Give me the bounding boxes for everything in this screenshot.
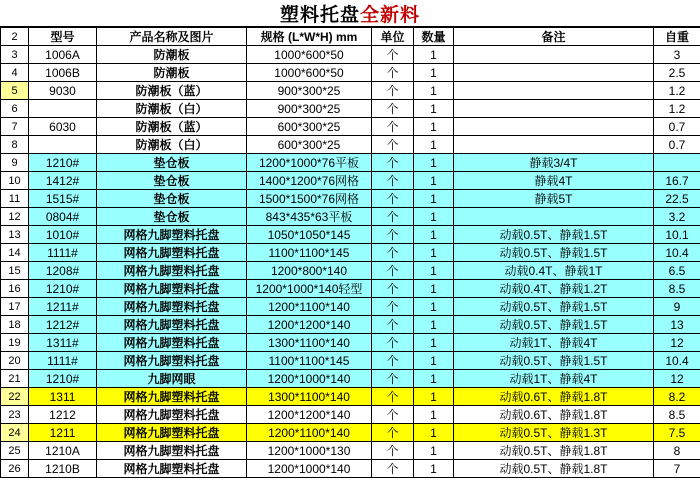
cell-weight[interactable]: 12 [654, 334, 700, 352]
row-index: 8 [1, 136, 29, 154]
cell-weight[interactable]: 自重 [654, 28, 700, 46]
cell-product-name[interactable]: 防潮板 [97, 64, 247, 82]
cell-note[interactable]: 备注 [454, 28, 654, 46]
cell-weight[interactable]: 2.5 [654, 64, 700, 82]
cell-unit[interactable]: 个 [372, 406, 414, 424]
row-index: 15 [1, 262, 29, 280]
cell-qty[interactable]: 1 [414, 208, 454, 226]
cell-product-name[interactable]: 防潮板（蓝） [97, 118, 247, 136]
cell-spec[interactable]: 1100*1100*145 [247, 352, 372, 370]
cell-note[interactable]: 动载0.5T、静载1.5T [454, 298, 654, 316]
cell-unit[interactable]: 个 [372, 316, 414, 334]
table-row[interactable] [1, 262, 700, 280]
cell-product-name[interactable]: 网格九脚塑料托盘 [97, 388, 247, 406]
table-row[interactable] [1, 370, 700, 388]
cell-product-name[interactable]: 网格九脚塑料托盘 [97, 352, 247, 370]
title-main-text: 塑料托盘 [280, 0, 360, 27]
cell-qty[interactable]: 1 [414, 424, 454, 442]
cell-model[interactable] [29, 136, 97, 154]
cell-qty[interactable]: 1 [414, 460, 454, 478]
cell-spec[interactable]: 规格 (L*W*H) mm [247, 28, 372, 46]
row-index: 14 [1, 244, 29, 262]
cell-qty[interactable]: 1 [414, 226, 454, 244]
table-row[interactable] [1, 424, 700, 442]
cell-product-name[interactable]: 网格九脚塑料托盘 [97, 334, 247, 352]
row-index: 4 [1, 64, 29, 82]
table-row[interactable] [1, 244, 700, 262]
cell-weight[interactable]: 7.5 [654, 424, 700, 442]
product-table [0, 27, 700, 478]
cell-unit[interactable]: 个 [372, 262, 414, 280]
cell-note[interactable] [454, 64, 654, 82]
cell-spec[interactable]: 1200*800*140 [247, 262, 372, 280]
cell-unit[interactable]: 个 [372, 226, 414, 244]
cell-unit[interactable]: 个 [372, 190, 414, 208]
cell-note[interactable]: 动载0.4T、静载1.2T [454, 280, 654, 298]
cell-unit[interactable]: 单位 [372, 28, 414, 46]
cell-model[interactable]: 6030 [29, 118, 97, 136]
cell-note[interactable] [454, 136, 654, 154]
cell-note[interactable]: 动载0.5T、静载1.5T [454, 226, 654, 244]
cell-spec[interactable]: 1200*1100*140 [247, 424, 372, 442]
cell-spec[interactable]: 1050*1050*145 [247, 226, 372, 244]
cell-product-name[interactable]: 垫仓板 [97, 208, 247, 226]
table-row[interactable] [1, 82, 700, 100]
cell-qty[interactable]: 1 [414, 172, 454, 190]
cell-qty[interactable]: 1 [414, 262, 454, 280]
cell-model[interactable]: 1311# [29, 334, 97, 352]
cell-product-name[interactable]: 网格九脚塑料托盘 [97, 262, 247, 280]
cell-product-name[interactable]: 网格九脚塑料托盘 [97, 460, 247, 478]
cell-unit[interactable]: 个 [372, 370, 414, 388]
cell-weight[interactable]: 8.2 [654, 388, 700, 406]
cell-unit[interactable]: 个 [372, 118, 414, 136]
cell-note[interactable] [454, 100, 654, 118]
table-body [1, 28, 700, 478]
cell-weight[interactable]: 12 [654, 370, 700, 388]
row-index: 26 [1, 460, 29, 478]
row-index: 20 [1, 352, 29, 370]
table-row[interactable] [1, 226, 700, 244]
cell-weight[interactable]: 0.7 [654, 118, 700, 136]
cell-spec[interactable]: 1300*1100*140 [247, 334, 372, 352]
cell-note[interactable]: 动载0.4T、静载1T [454, 262, 654, 280]
cell-qty[interactable]: 1 [414, 244, 454, 262]
row-index: 25 [1, 442, 29, 460]
cell-spec[interactable]: 1000*600*50 [247, 64, 372, 82]
cell-qty[interactable]: 1 [414, 298, 454, 316]
table-row[interactable] [1, 280, 700, 298]
cell-spec[interactable]: 1200*1000*140轻型 [247, 280, 372, 298]
cell-note[interactable]: 动载0.5T、静载1.5T [454, 316, 654, 334]
cell-qty[interactable]: 1 [414, 442, 454, 460]
cell-weight[interactable]: 10.1 [654, 226, 700, 244]
cell-spec[interactable]: 1000*600*50 [247, 46, 372, 64]
row-index: 22 [1, 388, 29, 406]
cell-weight[interactable]: 10.4 [654, 244, 700, 262]
table-row[interactable] [1, 190, 700, 208]
table-row[interactable] [1, 208, 700, 226]
table-row[interactable] [1, 388, 700, 406]
cell-unit[interactable]: 个 [372, 442, 414, 460]
cell-unit[interactable]: 个 [372, 424, 414, 442]
row-index: 2 [1, 28, 29, 46]
table-row[interactable] [1, 172, 700, 190]
row-index: 19 [1, 334, 29, 352]
row-index: 7 [1, 118, 29, 136]
cell-weight[interactable]: 3.2 [654, 208, 700, 226]
cell-product-name[interactable]: 网格九脚塑料托盘 [97, 226, 247, 244]
cell-spec[interactable]: 1200*1200*140 [247, 316, 372, 334]
cell-model[interactable]: 1210# [29, 370, 97, 388]
cell-spec[interactable]: 1200*1000*130 [247, 442, 372, 460]
cell-model[interactable]: 1211# [29, 298, 97, 316]
cell-qty[interactable]: 1 [414, 334, 454, 352]
cell-weight[interactable]: 8 [654, 442, 700, 460]
cell-product-name[interactable]: 防潮板 [97, 46, 247, 64]
cell-model[interactable]: 1111# [29, 352, 97, 370]
cell-unit[interactable]: 个 [372, 460, 414, 478]
table-row[interactable] [1, 442, 700, 460]
table-row[interactable] [1, 298, 700, 316]
cell-spec[interactable]: 1300*1100*140 [247, 388, 372, 406]
row-index: 9 [1, 154, 29, 172]
table-row[interactable] [1, 100, 700, 118]
cell-qty[interactable]: 1 [414, 136, 454, 154]
row-index: 6 [1, 100, 29, 118]
row-index: 23 [1, 406, 29, 424]
cell-weight[interactable]: 3 [654, 46, 700, 64]
cell-spec[interactable]: 843*435*63平板 [247, 208, 372, 226]
table-row[interactable] [1, 334, 700, 352]
cell-note[interactable] [454, 46, 654, 64]
cell-weight[interactable]: 10.4 [654, 352, 700, 370]
cell-note[interactable]: 静载3/4T [454, 154, 654, 172]
cell-qty[interactable]: 1 [414, 46, 454, 64]
cell-weight[interactable]: 0.7 [654, 136, 700, 154]
cell-weight[interactable]: 13 [654, 316, 700, 334]
cell-spec[interactable]: 900*300*25 [247, 82, 372, 100]
cell-unit[interactable]: 个 [372, 244, 414, 262]
cell-unit[interactable]: 个 [372, 298, 414, 316]
cell-unit[interactable]: 个 [372, 82, 414, 100]
cell-unit[interactable]: 个 [372, 172, 414, 190]
cell-unit[interactable]: 个 [372, 136, 414, 154]
row-index: 21 [1, 370, 29, 388]
cell-spec[interactable]: 600*300*25 [247, 136, 372, 154]
row-index: 5 [1, 82, 29, 100]
cell-model[interactable]: 1212 [29, 406, 97, 424]
cell-product-name[interactable]: 网格九脚塑料托盘 [97, 316, 247, 334]
cell-product-name[interactable]: 九脚网眼 [97, 370, 247, 388]
cell-product-name[interactable]: 防潮板（白） [97, 100, 247, 118]
cell-note[interactable]: 静载4T [454, 172, 654, 190]
cell-spec[interactable]: 1100*1100*145 [247, 244, 372, 262]
cell-qty[interactable]: 1 [414, 82, 454, 100]
row-index: 12 [1, 208, 29, 226]
cell-note[interactable]: 动载1T、静载4T [454, 370, 654, 388]
table-row[interactable] [1, 118, 700, 136]
cell-model[interactable]: 1412# [29, 172, 97, 190]
cell-model[interactable]: 1210A [29, 442, 97, 460]
cell-qty[interactable]: 1 [414, 64, 454, 82]
cell-unit[interactable]: 个 [372, 208, 414, 226]
table-row[interactable] [1, 352, 700, 370]
cell-spec[interactable]: 1200*1000*140 [247, 370, 372, 388]
cell-note[interactable]: 动载0.6T、静载1.8T [454, 406, 654, 424]
cell-model[interactable]: 1211 [29, 424, 97, 442]
row-index: 24 [1, 424, 29, 442]
row-index: 11 [1, 190, 29, 208]
cell-qty[interactable]: 数量 [414, 28, 454, 46]
table-row[interactable] [1, 406, 700, 424]
cell-spec[interactable]: 1200*1100*140 [247, 298, 372, 316]
cell-note[interactable]: 动载1T、静载4T [454, 334, 654, 352]
row-index: 10 [1, 172, 29, 190]
cell-spec[interactable]: 1200*1000*76平板 [247, 154, 372, 172]
cell-product-name[interactable]: 网格九脚塑料托盘 [97, 244, 247, 262]
cell-note[interactable]: 动载0.5T、静载1.3T [454, 424, 654, 442]
cell-spec[interactable]: 1400*1200*76网格 [247, 172, 372, 190]
cell-product-name[interactable]: 垫仓板 [97, 190, 247, 208]
title-accent-text: 全新料 [360, 0, 420, 27]
cell-weight[interactable]: 6.5 [654, 262, 700, 280]
cell-weight[interactable]: 9 [654, 298, 700, 316]
table-row[interactable] [1, 154, 700, 172]
cell-model[interactable]: 型号 [29, 28, 97, 46]
cell-note[interactable]: 动载0.6T、静载1.8T [454, 388, 654, 406]
cell-product-name[interactable]: 网格九脚塑料托盘 [97, 442, 247, 460]
cell-qty[interactable]: 1 [414, 190, 454, 208]
row-index: 3 [1, 46, 29, 64]
cell-product-name[interactable]: 网格九脚塑料托盘 [97, 406, 247, 424]
cell-note[interactable]: 动载0.5T、静载1.8T [454, 442, 654, 460]
row-index: 13 [1, 226, 29, 244]
cell-unit[interactable]: 个 [372, 64, 414, 82]
cell-qty[interactable]: 1 [414, 118, 454, 136]
cell-model[interactable]: 1010# [29, 226, 97, 244]
cell-model[interactable]: 0804# [29, 208, 97, 226]
table-row[interactable] [1, 64, 700, 82]
row-index: 17 [1, 298, 29, 316]
cell-model[interactable]: 1006B [29, 64, 97, 82]
page-title [0, 0, 700, 27]
cell-product-name[interactable]: 网格九脚塑料托盘 [97, 424, 247, 442]
table-row[interactable] [1, 136, 700, 154]
cell-spec[interactable]: 600*300*25 [247, 118, 372, 136]
cell-product-name[interactable]: 垫仓板 [97, 154, 247, 172]
table-row[interactable] [1, 460, 700, 478]
cell-weight[interactable]: 8.5 [654, 406, 700, 424]
cell-unit[interactable]: 个 [372, 46, 414, 64]
cell-weight[interactable]: 1.2 [654, 82, 700, 100]
cell-unit[interactable]: 个 [372, 154, 414, 172]
cell-note[interactable]: 动载0.5T、静载1.5T [454, 244, 654, 262]
cell-qty[interactable]: 1 [414, 154, 454, 172]
cell-model[interactable]: 9030 [29, 82, 97, 100]
cell-qty[interactable]: 1 [414, 388, 454, 406]
cell-note[interactable] [454, 82, 654, 100]
cell-model[interactable]: 1210# [29, 280, 97, 298]
cell-model[interactable]: 1210# [29, 154, 97, 172]
table-row[interactable] [1, 46, 700, 64]
cell-note[interactable] [454, 118, 654, 136]
cell-product-name[interactable]: 防潮板（白） [97, 136, 247, 154]
cell-model[interactable] [29, 100, 97, 118]
cell-weight[interactable]: 7 [654, 460, 700, 478]
cell-qty[interactable]: 1 [414, 352, 454, 370]
cell-weight[interactable] [654, 154, 700, 172]
cell-weight[interactable]: 16.7 [654, 172, 700, 190]
cell-qty[interactable]: 1 [414, 406, 454, 424]
cell-note[interactable]: 静载5T [454, 190, 654, 208]
cell-qty[interactable]: 1 [414, 316, 454, 334]
cell-model[interactable]: 1210B [29, 460, 97, 478]
cell-spec[interactable]: 900*300*25 [247, 100, 372, 118]
cell-model[interactable]: 1311 [29, 388, 97, 406]
cell-model[interactable]: 1515# [29, 190, 97, 208]
cell-note[interactable] [454, 208, 654, 226]
table-row[interactable] [1, 28, 700, 46]
row-index: 18 [1, 316, 29, 334]
cell-note[interactable]: 动载0.5T、静载1.8T [454, 460, 654, 478]
cell-note[interactable]: 动载0.5T、静载1.5T [454, 352, 654, 370]
cell-unit[interactable]: 个 [372, 352, 414, 370]
cell-model[interactable]: 1006A [29, 46, 97, 64]
cell-spec[interactable]: 1500*1500*76网格 [247, 190, 372, 208]
cell-product-name[interactable]: 垫仓板 [97, 172, 247, 190]
cell-weight[interactable]: 1.2 [654, 100, 700, 118]
cell-qty[interactable]: 1 [414, 370, 454, 388]
cell-product-name[interactable]: 防潮板（蓝） [97, 82, 247, 100]
cell-model[interactable]: 1208# [29, 262, 97, 280]
cell-unit[interactable]: 个 [372, 334, 414, 352]
cell-spec[interactable]: 1200*1200*140 [247, 406, 372, 424]
cell-spec[interactable]: 1200*1000*140 [247, 460, 372, 478]
cell-qty[interactable]: 1 [414, 280, 454, 298]
cell-unit[interactable]: 个 [372, 388, 414, 406]
cell-product-name[interactable]: 网格九脚塑料托盘 [97, 298, 247, 316]
cell-weight[interactable]: 8.5 [654, 280, 700, 298]
table-row[interactable] [1, 316, 700, 334]
cell-product-name[interactable]: 网格九脚塑料托盘 [97, 280, 247, 298]
row-index: 16 [1, 280, 29, 298]
cell-model[interactable]: 1212# [29, 316, 97, 334]
cell-qty[interactable]: 1 [414, 100, 454, 118]
cell-unit[interactable]: 个 [372, 280, 414, 298]
cell-unit[interactable]: 个 [372, 100, 414, 118]
cell-weight[interactable]: 22.5 [654, 190, 700, 208]
cell-product-name[interactable]: 产品名称及图片 [97, 28, 247, 46]
cell-model[interactable]: 1111# [29, 244, 97, 262]
